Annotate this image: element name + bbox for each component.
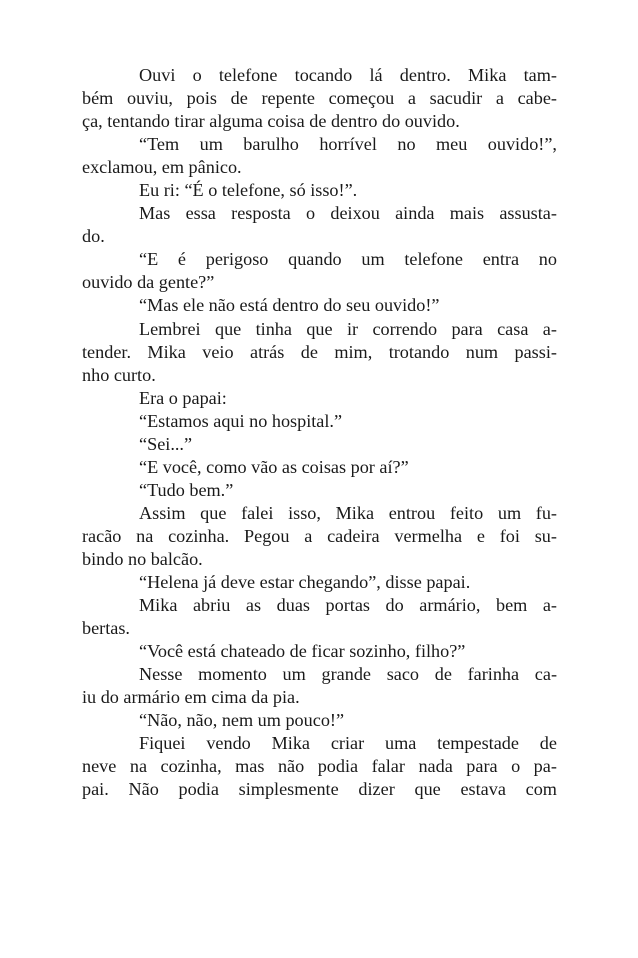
text-line: bertas.: [82, 618, 130, 639]
text-line: ouvido da gente?”: [82, 272, 215, 293]
text-line: Lembrei que tinha que ir correndo para casa a-: [139, 318, 557, 339]
text-line: Eu ri: “É o telefone, só isso!”.: [139, 180, 358, 201]
text-line: Mas essa resposta o deixou ainda mais assusta-: [139, 203, 557, 224]
text-line: Era o papai:: [139, 387, 227, 408]
text-line: “E é perigoso quando um telefone entra no: [139, 249, 557, 270]
text-line: iu do armário em cima da pia.: [82, 687, 300, 708]
text-line: Ouvi o telefone tocando lá dentro. Mika tam-: [139, 65, 557, 85]
text-line: tender. Mika veio atrás de mim, trotando num passi-: [82, 341, 557, 362]
text-line: Assim que falei isso, Mika entrou feito um fu-: [139, 502, 557, 523]
text-line: “Não, não, nem um pouco!”: [139, 710, 345, 731]
text-line: nho curto.: [82, 364, 156, 385]
text-line: Mika abriu as duas portas do armário, bem a-: [139, 595, 557, 616]
page-body: [82, 64, 557, 802]
text-line: ça, tentando tirar alguma coisa de dentro do ouvido.: [82, 111, 460, 132]
text-line: bém ouviu, pois de repente começou a sacudir a cabe-: [82, 88, 557, 109]
text-line: “Helena já deve estar chegando”, disse papai.: [139, 572, 471, 593]
text-line: racão na cozinha. Pegou a cadeira vermelha e foi su-: [82, 525, 557, 546]
text-line: Fiquei vendo Mika criar uma tempestade de: [139, 733, 557, 754]
text-line: “Mas ele não está dentro do seu ouvido!”: [139, 295, 440, 316]
text-line: “Você está chateado de ficar sozinho, filho?”: [139, 641, 466, 662]
text-line: bindo no balcão.: [82, 548, 203, 569]
text-line: “E você, como vão as coisas por aí?”: [139, 456, 409, 477]
text-line: Nesse momento um grande saco de farinha ca-: [139, 664, 557, 685]
text-line: “Sei...”: [139, 433, 193, 454]
text-line: do.: [82, 226, 105, 247]
text-line: neve na cozinha, mas não podia falar nada para o pa-: [82, 756, 557, 777]
text-line: “Tudo bem.”: [139, 479, 234, 500]
text-line: “Tem um barulho horrível no meu ouvido!”,: [139, 134, 557, 155]
text-line: exclamou, em pânico.: [82, 157, 242, 178]
text-line: pai. Não podia simplesmente dizer que estava com: [82, 779, 557, 800]
text-line: “Estamos aqui no hospital.”: [139, 410, 343, 431]
